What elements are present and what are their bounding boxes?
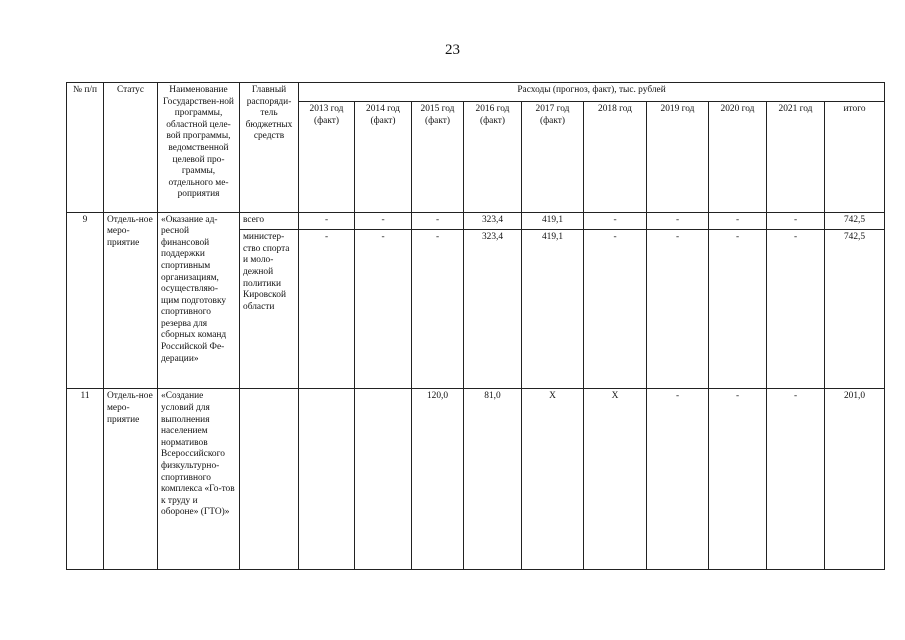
header-row-1 bbox=[67, 83, 885, 102]
row-value: - bbox=[767, 212, 825, 230]
row-admin: министер-ство спорта и моло-дежной политики Кировской области bbox=[240, 230, 299, 389]
row-total: 742,5 bbox=[825, 230, 885, 389]
header-status: Статус bbox=[104, 83, 158, 213]
header-year: 2013 год (факт) bbox=[299, 102, 355, 212]
header-admin: Главный распоряди-тель бюджетных средств bbox=[240, 83, 299, 213]
row-value: - bbox=[647, 212, 709, 230]
header-year: 2021 год bbox=[767, 102, 825, 212]
row-admin: всего bbox=[240, 212, 299, 230]
row-value bbox=[299, 389, 355, 570]
header-year: 2015 год (факт) bbox=[412, 102, 464, 212]
header-name: Наименование Государствен-ной программы, областной целе-вой программы, ведомственной целевой про-граммы, отдельного ме-роприятия bbox=[158, 83, 240, 213]
row-value: - bbox=[584, 212, 647, 230]
header-year: 2019 год bbox=[647, 102, 709, 212]
row-value: - bbox=[355, 230, 412, 389]
row-name: «Оказание ад-ресной финансовой поддержки спортивным организациям, осуществляю-щим подготовку спортивного резерва для сборных команд Российской Фе-дерации» bbox=[158, 212, 240, 389]
row-num: 11 bbox=[67, 389, 104, 570]
row-value bbox=[355, 389, 412, 570]
row-status: Отдель-ное меро-приятие bbox=[104, 212, 158, 389]
row-value: - bbox=[584, 230, 647, 389]
header-num: № п/п bbox=[67, 83, 104, 213]
row-value: - bbox=[299, 212, 355, 230]
header-year: 2018 год bbox=[584, 102, 647, 212]
row-value: 323,4 bbox=[464, 230, 522, 389]
row-status: Отдель-ное меро-приятие bbox=[104, 389, 158, 570]
table-row bbox=[67, 212, 885, 230]
row-value: Х bbox=[584, 389, 647, 570]
row-value: - bbox=[299, 230, 355, 389]
header-total: итого bbox=[825, 102, 885, 212]
row-value: Х bbox=[522, 389, 584, 570]
row-num: 9 bbox=[67, 212, 104, 389]
row-admin bbox=[240, 389, 299, 570]
row-value: - bbox=[709, 212, 767, 230]
header-year: 2016 год (факт) bbox=[464, 102, 522, 212]
row-value: 81,0 bbox=[464, 389, 522, 570]
table-row bbox=[67, 389, 885, 570]
row-value: - bbox=[709, 230, 767, 389]
row-value: 120,0 bbox=[412, 389, 464, 570]
row-value: 419,1 bbox=[522, 212, 584, 230]
row-value: - bbox=[767, 389, 825, 570]
row-value: - bbox=[709, 389, 767, 570]
row-name: «Создание условий для выполнения населением нормативов Всероссийского физкультурно-спортивного комплекса «Го-тов к труду и обороне» (ГТО)» bbox=[158, 389, 240, 570]
row-value: - bbox=[412, 230, 464, 389]
row-value: - bbox=[355, 212, 412, 230]
header-year: 2014 год (факт) bbox=[355, 102, 412, 212]
header-expenses: Расходы (прогноз, факт), тыс. рублей bbox=[299, 83, 885, 102]
row-value: - bbox=[647, 230, 709, 389]
row-value: - bbox=[647, 389, 709, 570]
row-total: 201,0 bbox=[825, 389, 885, 570]
row-value: - bbox=[412, 212, 464, 230]
expenses-table bbox=[66, 82, 885, 570]
header-year: 2020 год bbox=[709, 102, 767, 212]
row-value: 419,1 bbox=[522, 230, 584, 389]
row-value: 323,4 bbox=[464, 212, 522, 230]
row-total: 742,5 bbox=[825, 212, 885, 230]
row-value: - bbox=[767, 230, 825, 389]
page-number: 23 bbox=[445, 42, 460, 58]
header-year: 2017 год (факт) bbox=[522, 102, 584, 212]
